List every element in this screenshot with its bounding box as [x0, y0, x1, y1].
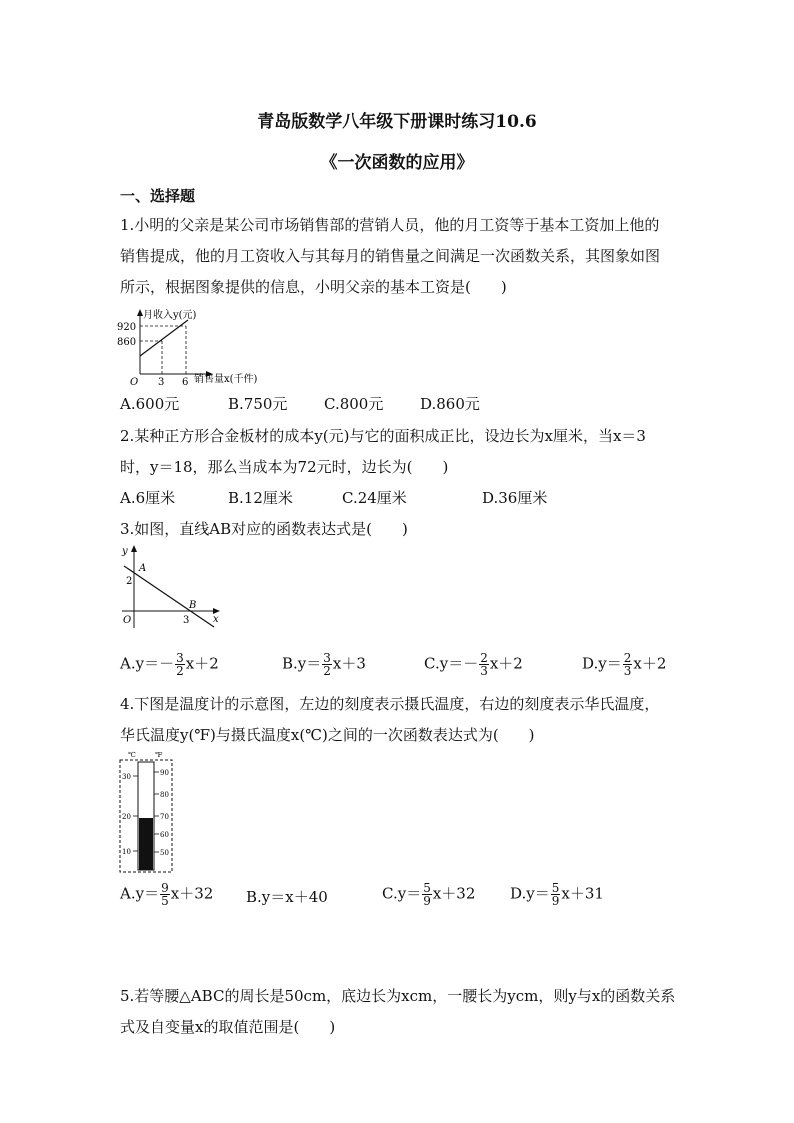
page-title: 青岛版数学八年级下册课时练习10.6 — [257, 112, 537, 132]
q4-option-a-num: 9 — [161, 881, 169, 895]
q4-option-c-fraction — [422, 882, 432, 907]
q3-option-d-post: x＋2 — [633, 654, 667, 673]
q4-option-c-num: 5 — [423, 881, 431, 895]
q2-option-a: A.6厘米 — [120, 489, 176, 507]
q3-option-a-post: x＋2 — [185, 654, 219, 673]
q4-f-label-80: 80 — [160, 791, 169, 799]
q4-c-label-20: 20 — [122, 813, 131, 821]
q5-text-line-2: 式及自变量x的取值范围是( ) — [120, 1018, 336, 1036]
q3-option-a-pre: y＝－ — [135, 654, 175, 673]
q4-f-label-70: 70 — [160, 813, 169, 821]
q1-ytick-860: 860 — [117, 337, 137, 348]
q3-option-a-den: 2 — [176, 664, 184, 678]
q3-option-d — [582, 652, 666, 677]
q3-option-b-pre: y＝ — [297, 654, 322, 673]
q1-xtick-3: 3 — [158, 377, 165, 386]
q4-text-line-2: 华氏温度y(℉)与摄氏温度x(℃)之间的一次函数表达式为( ) — [120, 726, 535, 744]
q5-text-line-1: 5.若等腰△ABC的周长是50cm，底边长为xcm，一腰长为ycm，则y与x的函数关系 — [120, 987, 676, 1005]
q3-option-b-fraction — [322, 652, 332, 677]
q1-line — [140, 320, 188, 356]
q3-option-a-num: 3 — [176, 651, 184, 665]
q1-text-line-3: 所示，根据图象提供的信息，小明父亲的基本工资是( ) — [120, 278, 507, 296]
q3-option-c-num: 2 — [480, 651, 488, 665]
q1-xtick-6: 6 — [182, 377, 189, 386]
q1-ytick-920: 920 — [117, 322, 137, 333]
q4-option-c — [382, 882, 475, 907]
q1-origin: O — [130, 377, 139, 386]
q4-text-line-1: 4.下图是温度计的示意图，左边的刻度表示摄氏温度，右边的刻度表示华氏温度， — [120, 695, 660, 713]
q1-ylabel: 月收入y(元) — [143, 310, 197, 321]
q3-text-line: 3.如图，直线AB对应的函数表达式是( ) — [120, 520, 408, 538]
q4-c-scale — [122, 773, 138, 856]
q3-option-b-num: 3 — [323, 651, 331, 665]
q1-option-a: A.600元 — [120, 395, 180, 413]
q3-option-a-fraction — [175, 652, 185, 677]
q4-option-c-den: 9 — [423, 894, 431, 908]
q3-option-a-label: A. — [120, 654, 136, 673]
q1-option-c: C.800元 — [324, 395, 384, 413]
q4-option-d-fraction — [551, 882, 561, 907]
q3-origin: O — [123, 615, 132, 626]
q3-option-c-pre: y＝－ — [439, 654, 479, 673]
q4-f-label-50: 50 — [160, 849, 169, 857]
q2-option-c: C.24厘米 — [342, 489, 407, 507]
q4-option-a-post: x＋32 — [170, 884, 214, 903]
q4-option-d-post: x＋31 — [561, 884, 604, 903]
q4-c-label-30: 30 — [122, 773, 131, 781]
q3-option-b-den: 2 — [323, 664, 331, 678]
q4-c-label-10: 10 — [122, 848, 131, 856]
q1-graph — [116, 306, 276, 386]
q4-option-b-pre: y＝x＋40 — [261, 888, 328, 906]
q4-option-a-fraction — [160, 882, 170, 907]
q3-x-label: x — [213, 614, 219, 625]
q3-option-a — [120, 652, 219, 677]
q4-mercury — [139, 818, 153, 870]
q1-text-line-1: 1.小明的父亲是某公司市场销售部的营销人员，他的月工资等于基本工资加上他的 — [120, 216, 660, 234]
q4-f-scale — [154, 769, 169, 857]
q3-option-c-fraction — [479, 652, 489, 677]
page-subtitle: 《一次函数的应用》 — [320, 153, 474, 173]
q3-option-d-pre: y＝ — [598, 654, 622, 673]
q3-xtick-3: 3 — [183, 615, 190, 626]
q3-option-c — [424, 652, 523, 677]
q3-y-arrow — [131, 545, 137, 552]
q4-option-d-label: D. — [510, 884, 527, 903]
section-heading: 一、选择题 — [120, 187, 196, 205]
q3-graph — [116, 542, 231, 632]
q4-option-b-label: B. — [246, 888, 262, 906]
q2-option-d: D.36厘米 — [482, 489, 548, 507]
q3-point-b: B — [189, 600, 197, 611]
q3-line-ab — [124, 566, 214, 627]
q3-option-b-label: B. — [282, 654, 298, 673]
q3-option-d-label: D. — [582, 654, 599, 673]
q4-option-c-post: x＋32 — [432, 884, 476, 903]
q1-option-b: B.750元 — [228, 395, 288, 413]
q3-option-b — [282, 652, 366, 677]
q1-text-line-2: 销售提成，他的月工资收入与其每月的销售量之间满足一次函数关系，其图象如图 — [120, 247, 661, 265]
q4-option-b — [246, 886, 328, 907]
q3-point-a: A — [139, 563, 147, 574]
q3-option-d-num: 2 — [623, 651, 632, 665]
q4-thermometer — [116, 748, 176, 874]
q1-option-d: D.860元 — [420, 395, 480, 413]
q4-option-c-label: C. — [382, 884, 398, 903]
q4-option-a-den: 5 — [161, 894, 169, 908]
q3-option-c-post: x＋2 — [489, 654, 523, 673]
q3-option-d-fraction — [623, 652, 633, 677]
q2-option-b: B.12厘米 — [228, 489, 293, 507]
q4-option-a-label: A. — [120, 884, 136, 903]
q4-option-d — [510, 882, 604, 907]
q2-text-line-1: 2.某种正方形合金板材的成本y(元)与它的面积成正比，设边长为x厘米，当x＝3 — [120, 427, 646, 445]
q4-option-d-num: 5 — [551, 881, 560, 895]
q4-option-d-pre: y＝ — [526, 884, 550, 903]
q4-option-c-pre: y＝ — [397, 884, 422, 903]
q3-option-b-post: x＋3 — [332, 654, 366, 673]
q4-c-unit: ℃ — [128, 751, 136, 759]
q3-ytick-2: 2 — [126, 576, 133, 587]
q3-option-c-label: C. — [424, 654, 440, 673]
q4-f-unit: ℉ — [155, 751, 163, 759]
q4-option-a — [120, 882, 213, 907]
q3-option-d-den: 3 — [623, 664, 632, 678]
q4-f-label-60: 60 — [160, 831, 169, 839]
q1-xlabel: 销售量x(千件) — [194, 374, 258, 385]
q4-f-label-90: 90 — [160, 769, 169, 777]
q4-option-d-den: 9 — [551, 894, 560, 908]
q2-text-line-2: 时，y＝18，那么当成本为72元时，边长为( ) — [120, 458, 449, 476]
q4-option-a-pre: y＝ — [135, 884, 160, 903]
q3-y-label: y — [122, 546, 128, 557]
q3-option-c-den: 3 — [480, 664, 488, 678]
